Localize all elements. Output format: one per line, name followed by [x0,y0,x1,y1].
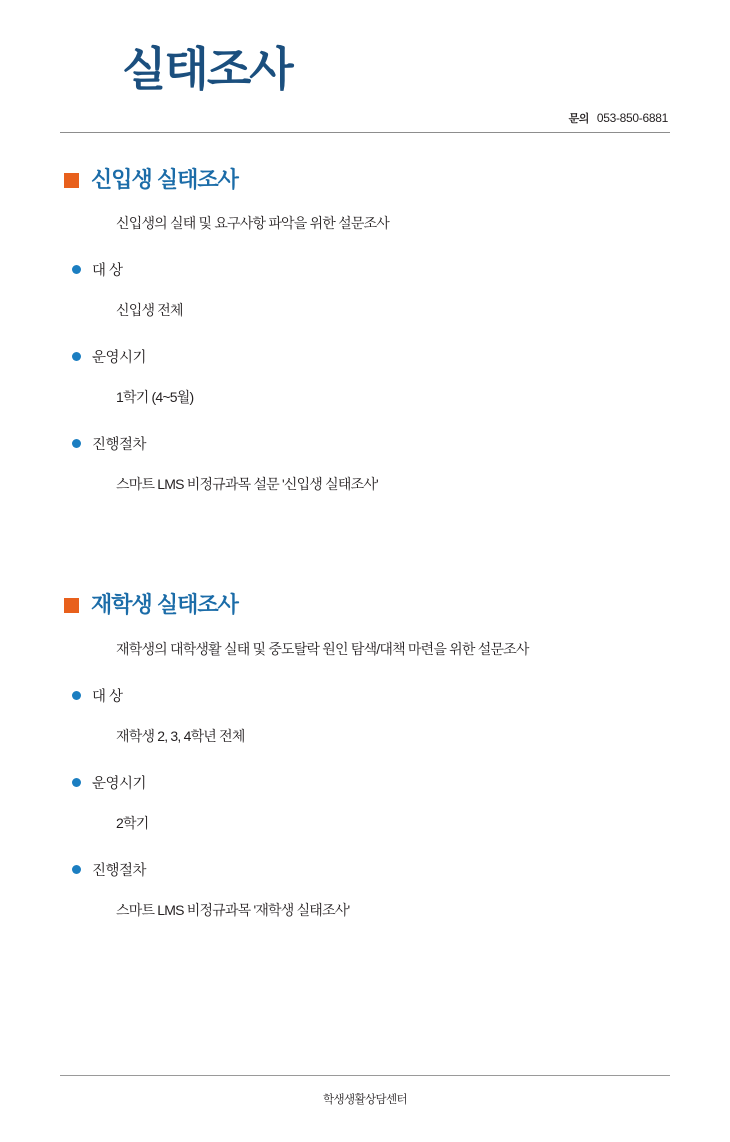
field-label-row [68,259,670,280]
section-description: 재학생의 대학생활 실태 및 중도탈락 원인 탐색/대책 마련을 위한 설문조사 [116,640,529,657]
section-heading [60,592,670,618]
field-schedule [92,346,670,407]
field-label: 운영시기 [92,350,147,367]
field-procedure [92,433,670,494]
page-footer [60,1075,670,1108]
field-label-row [68,433,670,454]
field-label: 대 상 [92,688,123,705]
field-label: 진행절차 [92,437,147,454]
section-description: 신입생의 실태 및 요구사항 파악을 위한 설문조사 [116,215,390,232]
page-header [60,42,670,133]
field-value: 스마트 LMS 비정규과목 설문 '신입생 실태조사' [116,476,378,493]
section-enrolled-survey [60,592,670,919]
section-freshman-survey [60,167,670,494]
page-title: 실태조사 [122,43,292,95]
field-value: 1학기 (4~5월) [116,389,194,406]
contact-label: 문의 [568,113,589,125]
field-value: 2학기 [116,814,149,831]
square-bullet-icon [64,173,79,188]
section-title: 재학생 실태조사 [91,592,238,618]
field-schedule [92,772,670,833]
field-value: 스마트 LMS 비정규과목 '재학생 실태조사' [116,901,350,918]
field-value: 재학생 2, 3, 4학년 전체 [116,727,245,744]
field-label-row [68,772,670,793]
square-bullet-icon [64,598,79,613]
field-label-row [68,859,670,880]
field-target [92,259,670,320]
field-label-row [68,685,670,706]
field-label: 진행절차 [92,862,147,879]
field-value: 신입생 전체 [116,302,183,319]
field-label: 대 상 [92,263,123,280]
field-target [92,685,670,746]
section-title: 신입생 실태조사 [91,167,238,192]
footer-text: 학생생활상담센터 [322,1094,408,1106]
field-procedure [92,859,670,920]
dot-bullet-icon [72,265,81,274]
field-label: 운영시기 [92,775,147,792]
section-heading [60,167,670,193]
contact-info [569,110,668,126]
contact-number: 053-850-6881 [596,111,668,125]
dot-bullet-icon [72,865,81,874]
dot-bullet-icon [72,691,81,700]
dot-bullet-icon [72,352,81,361]
document-page [0,42,730,1142]
dot-bullet-icon [72,778,81,787]
dot-bullet-icon [72,439,81,448]
field-label-row [68,346,670,367]
